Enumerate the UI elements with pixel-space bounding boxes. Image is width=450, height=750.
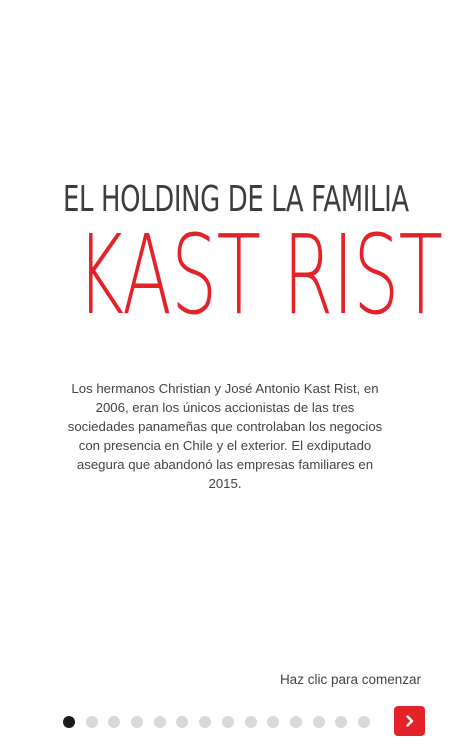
slide-dot-13[interactable] bbox=[335, 716, 347, 728]
title-kicker: EL HOLDING DE LA FAMILIA bbox=[63, 179, 409, 220]
slide-dot-10[interactable] bbox=[267, 716, 279, 728]
intro-paragraph: Los hermanos Christian y José Antonio Kast Rist, en 2006, eran los únicos accionistas de las tres sociedades panameñas que controlaban los negocios con presencia en Chile y el exterior. El exdiputado asegura que abandonó las empresas familiares en 2015. bbox=[67, 381, 383, 491]
slide-dot-14[interactable] bbox=[358, 716, 370, 728]
slide-dot-3[interactable] bbox=[108, 716, 120, 728]
slide-dot-9[interactable] bbox=[245, 716, 257, 728]
slide-dot-12[interactable] bbox=[313, 716, 325, 728]
slide-pager bbox=[63, 711, 370, 733]
slide-title bbox=[0, 178, 450, 339]
slide-dot-7[interactable] bbox=[199, 716, 211, 728]
slide-dot-2[interactable] bbox=[86, 716, 98, 728]
title-headline: KAST RIST bbox=[76, 211, 443, 339]
start-prompt-link[interactable]: Haz clic para comenzar bbox=[279, 672, 421, 687]
slide-dot-4[interactable] bbox=[131, 716, 143, 728]
slide-dot-1[interactable] bbox=[63, 716, 75, 728]
slide-dot-11[interactable] bbox=[290, 716, 302, 728]
slide-dot-5[interactable] bbox=[154, 716, 166, 728]
next-slide-button[interactable] bbox=[394, 706, 425, 736]
chevron-right-icon bbox=[405, 715, 415, 727]
slide-dot-8[interactable] bbox=[222, 716, 234, 728]
slide-dot-6[interactable] bbox=[176, 716, 188, 728]
